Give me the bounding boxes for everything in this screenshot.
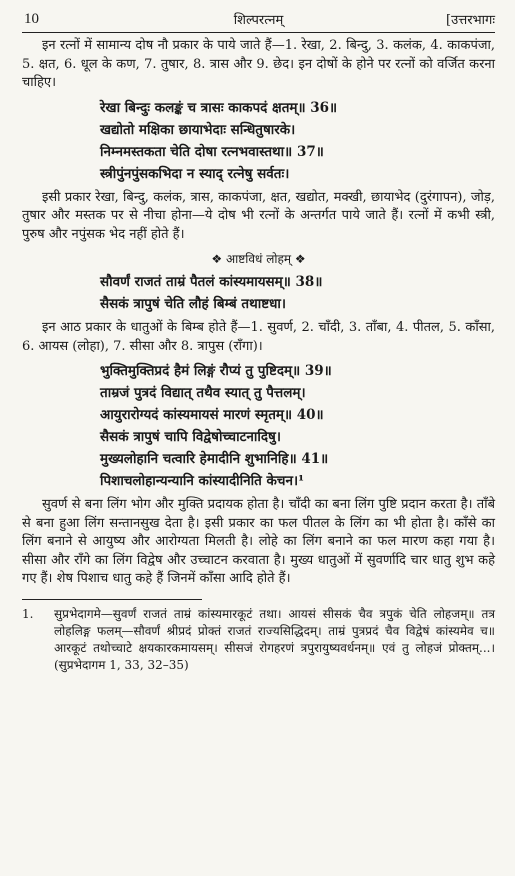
section-heading: ❖ आष्टविधं लोहम् ❖ <box>211 252 306 266</box>
paragraph-defects-explained: इसी प्रकार रेखा, बिन्दु, कलंक, त्रास, काकपंजा, क्षत, खद्योत, मक्खी, छायाभेद (दुरंगापन), जोड़, तुषार और मस्तक पर से नीचा होना—ये दोष भी रत्नों के अन्तर्गत पाये जाते हैं। रत्नों में कभी स्त्री, पुरुष और नपुंसक भेद नहीं होते हैं। <box>22 189 495 242</box>
paragraph-eight-metals: इन आठ प्रकार के धातुओं के बिम्ब होते हैं—1. सुवर्ण, 2. चाँदी, 3. ताँबा, 4. पीतल, 5. काँसा, 6. आयस (लोहा), 7. सीसा और 8. त्रापुस (राँगा)। <box>22 320 495 354</box>
verse-line: सैसकं त्रापुषं चापि विद्वेषोच्चाटनादिषु। <box>100 429 281 445</box>
footnote <box>22 606 495 674</box>
footnote-number: 1. <box>22 606 34 621</box>
verse-block-38 <box>100 271 495 315</box>
verse-line: पिशाचलोहान्यन्यानि कांस्यादीनिति केचन।¹ <box>100 473 304 489</box>
section-label: [उत्तरभागः <box>446 13 495 28</box>
footnote-text: सुप्रभेदागमे—सुवर्णं राजतं ताम्रं कांस्यमारकूटं तथा। आयसं सीसकं चैव त्रपुकं चेति लोहजम्॥ तत्र लोहलिङ्ग फलम्—सौवर्णं श्रीप्रदं प्रोक्तं राजतं राज्यसिद्धिदम्। ताम्रं पुत्रप्रदं चैव विद्वेषं कांस्यमेव च॥ आरकूटं तथोच्चाटे क्षयकारकमायसम्। सीसजं रोगहरणं त्रपुरायुष्यवर्धनम्॥ एवं तु लोहजं प्रोक्तम्...। (सुप्रभेदागम 1, 33, 32–35) <box>54 606 495 672</box>
verse-line: रेखा बिन्दुः कलङ्कं च त्रासः काकपदं क्षतम्॥ 36॥ <box>100 99 338 116</box>
verse-line: भुक्तिमुक्तिप्रदं हैमं लिङ्गं रौप्यं तु पुष्टिदम्॥ 39॥ <box>100 363 332 379</box>
verse-line: सैसकं त्रापुषं चेति लौहं बिम्बं तथाष्टधा। <box>100 296 287 312</box>
verse-line: सौवर्णं राजतं ताम्रं पैतलं कांस्यमायसम्॥ 38॥ <box>100 274 323 290</box>
footnote-divider <box>22 599 202 600</box>
paragraph-gem-defects: इन रत्नों में सामान्य दोष नौ प्रकार के पाये जाते हैं—1. रेखा, 2. बिन्दु, 3. कलंक, 4. काकपंजा, 5. क्षत, 6. धूल के कण, 7. तुषार, 8. त्रास और 9. छेद। इन दोषों के होने पर रत्नों को वर्जित करना चाहिए। <box>22 38 495 90</box>
page-header <box>22 10 495 33</box>
verse-line: आयुरारोग्यदं कांस्यमायसं मारणं स्मृतम्॥ 40॥ <box>100 407 324 423</box>
page-number: 10 <box>24 11 39 27</box>
verse-line: ताम्रजं पुत्रदं विद्यात् तथैव स्यात् तु पैत्तलम्। <box>100 385 306 401</box>
verse-line: मुख्यलोहानि चत्वारि हेमादीनि शुभानिहि॥ 41॥ <box>100 451 329 467</box>
verse-block-36-37 <box>100 97 495 185</box>
verse-line: निम्नमस्तकता चेति दोषा रत्नभवास्तथा॥ 37॥ <box>100 143 324 160</box>
running-title: शिल्परत्नम् <box>233 13 284 28</box>
verse-block-39-41 <box>100 360 495 492</box>
paragraph-linga-results: सुवर्ण से बना लिंग भोग और मुक्ति प्रदायक होता है। चाँदी का बना लिंग पुष्टि प्रदान करता है। ताँबे से बना हुआ लिंग सन्तानसुख देता है। इसी प्रकार का फल पीतल के लिंग का भी होता है। काँसे का लिंग बनाने से आयुष्य और आरोग्यता मिलती है। लोहे का लिंग बनाने का फल मारण कहा गया है। सीसा और राँगे का लिंग विद्वेष और उच्चाटन करवाता है। मुख्य धातुओं में सुवर्णादि चार धातु शुभ कहे गए हैं। शेष पिशाच धातु कहे हैं जिनमें काँसा आदि होते हैं। <box>22 497 495 586</box>
verse-line: स्त्रीपुंनपुंसकभिदा न स्याद् रत्नेषु सर्वतः। <box>100 165 290 182</box>
verse-line: खद्योतो मक्षिका छायाभेदाः सन्धितुषारके। <box>100 121 296 138</box>
